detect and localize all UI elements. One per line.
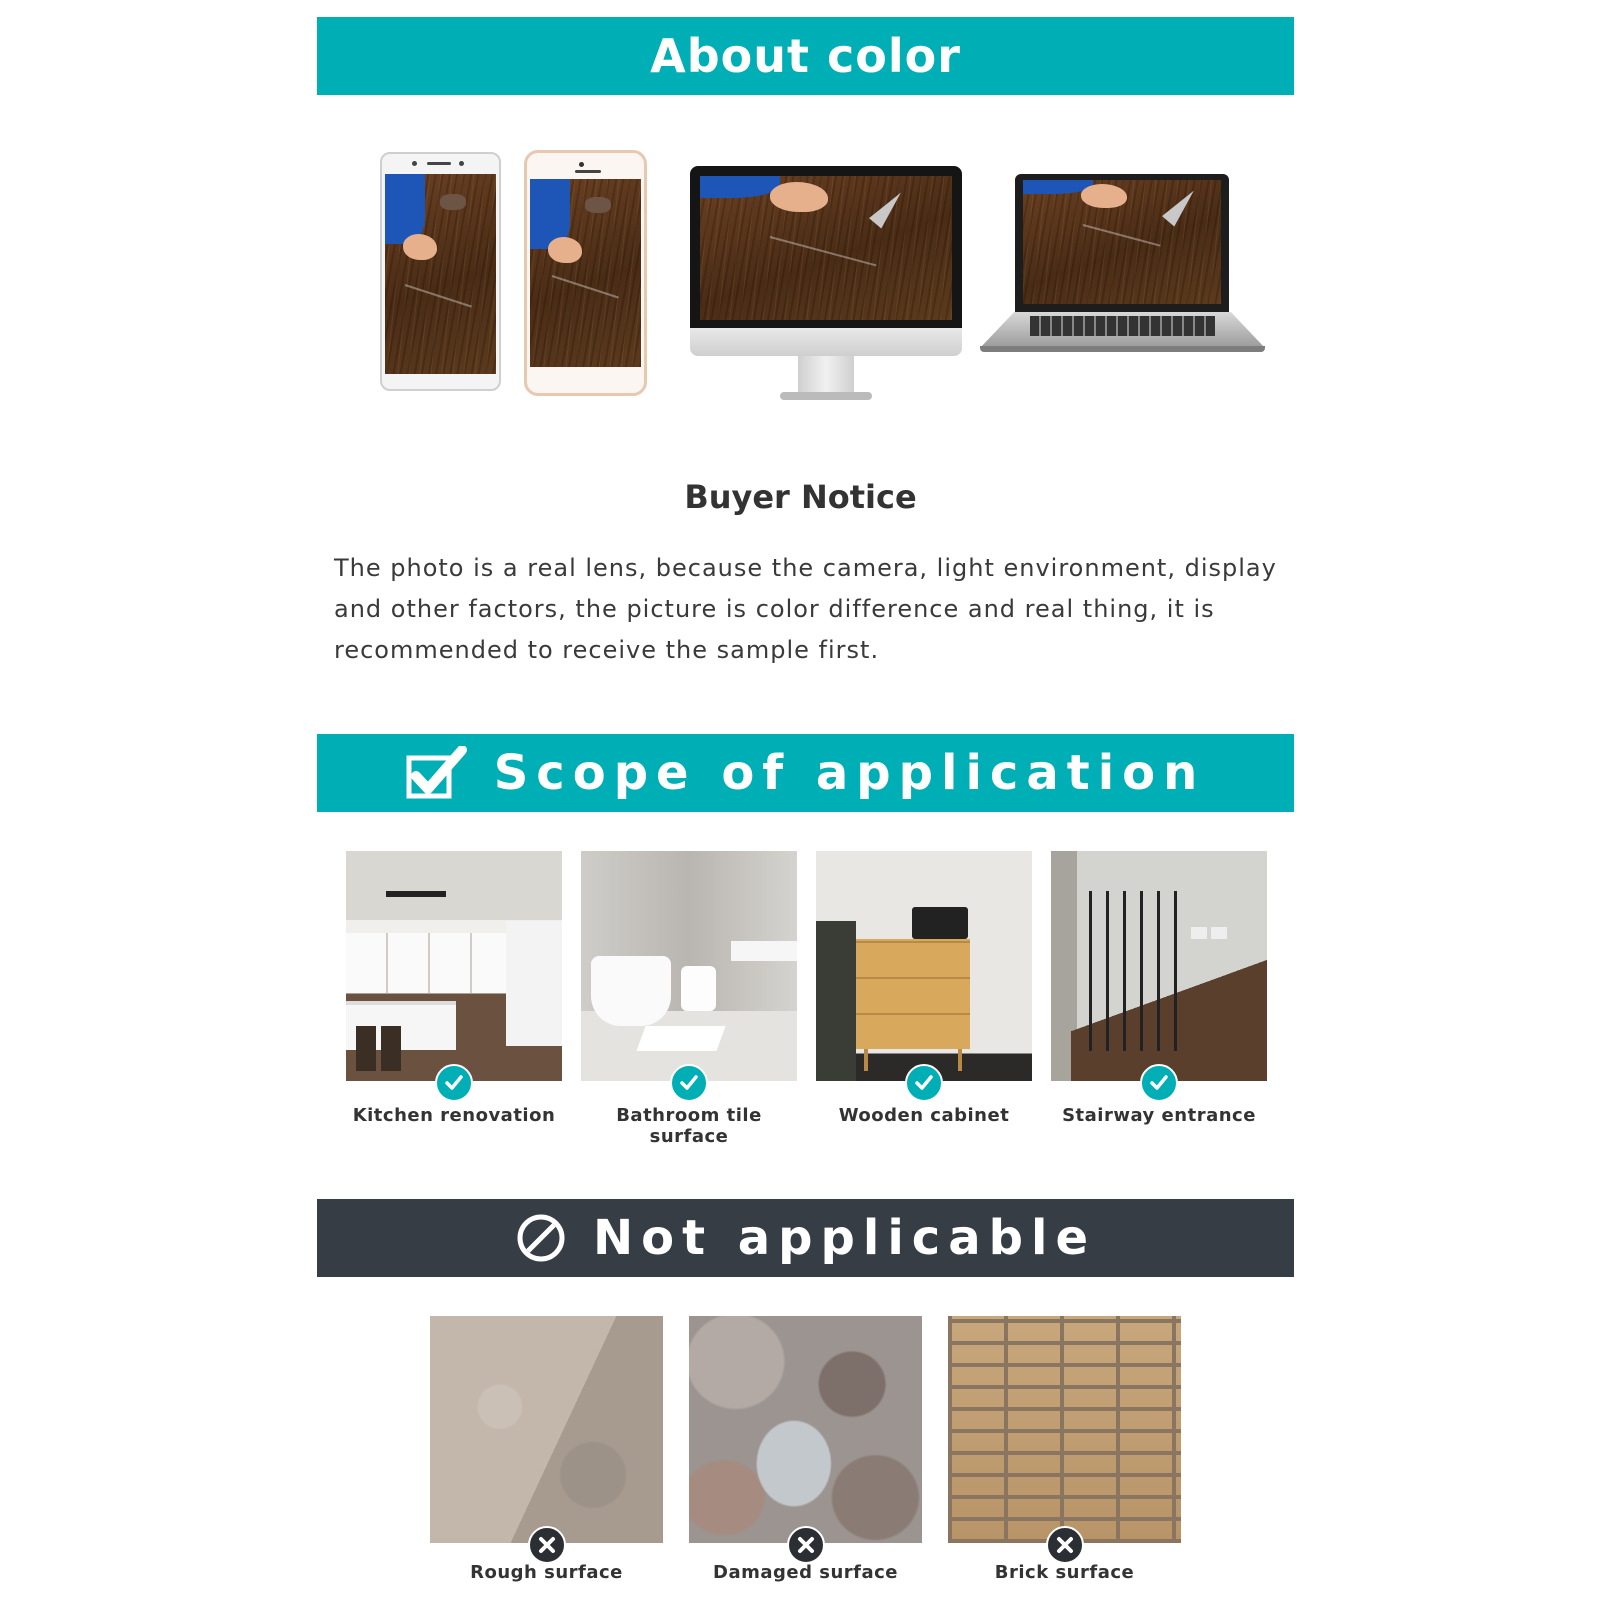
scope-label-cabinet: Wooden cabinet xyxy=(838,1105,1010,1126)
not-applicable-title: Not applicable xyxy=(592,1210,1097,1266)
stairway-photo xyxy=(1051,851,1267,1081)
na-label-damaged: Damaged surface xyxy=(713,1562,898,1583)
not-applicable-banner xyxy=(317,1199,1294,1277)
scope-title: Scope of application xyxy=(493,745,1206,801)
desktop-monitor-image xyxy=(690,166,962,406)
checkbox-checked-icon xyxy=(406,746,468,800)
x-circle-icon xyxy=(1046,1526,1084,1564)
na-label-rough: Rough surface xyxy=(470,1562,623,1583)
scope-card-cabinet xyxy=(816,851,1032,1131)
about-color-banner xyxy=(317,17,1294,95)
laptop-image xyxy=(980,174,1265,364)
cabinet-photo xyxy=(816,851,1032,1081)
scope-card-bathroom xyxy=(581,851,797,1147)
about-color-title: About color xyxy=(650,29,961,83)
x-circle-icon xyxy=(787,1526,825,1564)
buyer-notice-title: Buyer Notice xyxy=(684,478,917,516)
check-circle-icon xyxy=(1140,1064,1178,1102)
scope-label-bathroom: Bathroom tile surface xyxy=(616,1105,762,1147)
rough-surface-photo xyxy=(430,1316,663,1543)
scope-label-kitchen: Kitchen renovation xyxy=(352,1105,556,1126)
check-circle-icon xyxy=(435,1064,473,1102)
brick-surface-photo xyxy=(948,1316,1181,1543)
scope-banner xyxy=(317,734,1294,812)
scope-label-stairway: Stairway entrance xyxy=(1062,1105,1256,1126)
scope-card-kitchen xyxy=(346,851,562,1131)
na-card-brick xyxy=(948,1316,1181,1586)
scope-card-stairway xyxy=(1051,851,1267,1131)
bathroom-photo xyxy=(581,851,797,1081)
buyer-notice-body: The photo is a real lens, because the camera, light environment, display and other factors, the picture is color difference and real thing, it is recommended to receive the sample first. xyxy=(334,554,1277,664)
na-card-damaged xyxy=(689,1316,922,1586)
phone-android-image xyxy=(380,152,501,391)
x-circle-icon xyxy=(528,1526,566,1564)
damaged-surface-photo xyxy=(689,1316,922,1543)
prohibited-icon xyxy=(515,1212,567,1264)
phone-iphone-image xyxy=(524,150,647,396)
kitchen-photo xyxy=(346,851,562,1081)
na-card-rough xyxy=(430,1316,663,1586)
check-circle-icon xyxy=(905,1064,943,1102)
na-label-brick: Brick surface xyxy=(994,1562,1135,1583)
check-circle-icon xyxy=(670,1064,708,1102)
